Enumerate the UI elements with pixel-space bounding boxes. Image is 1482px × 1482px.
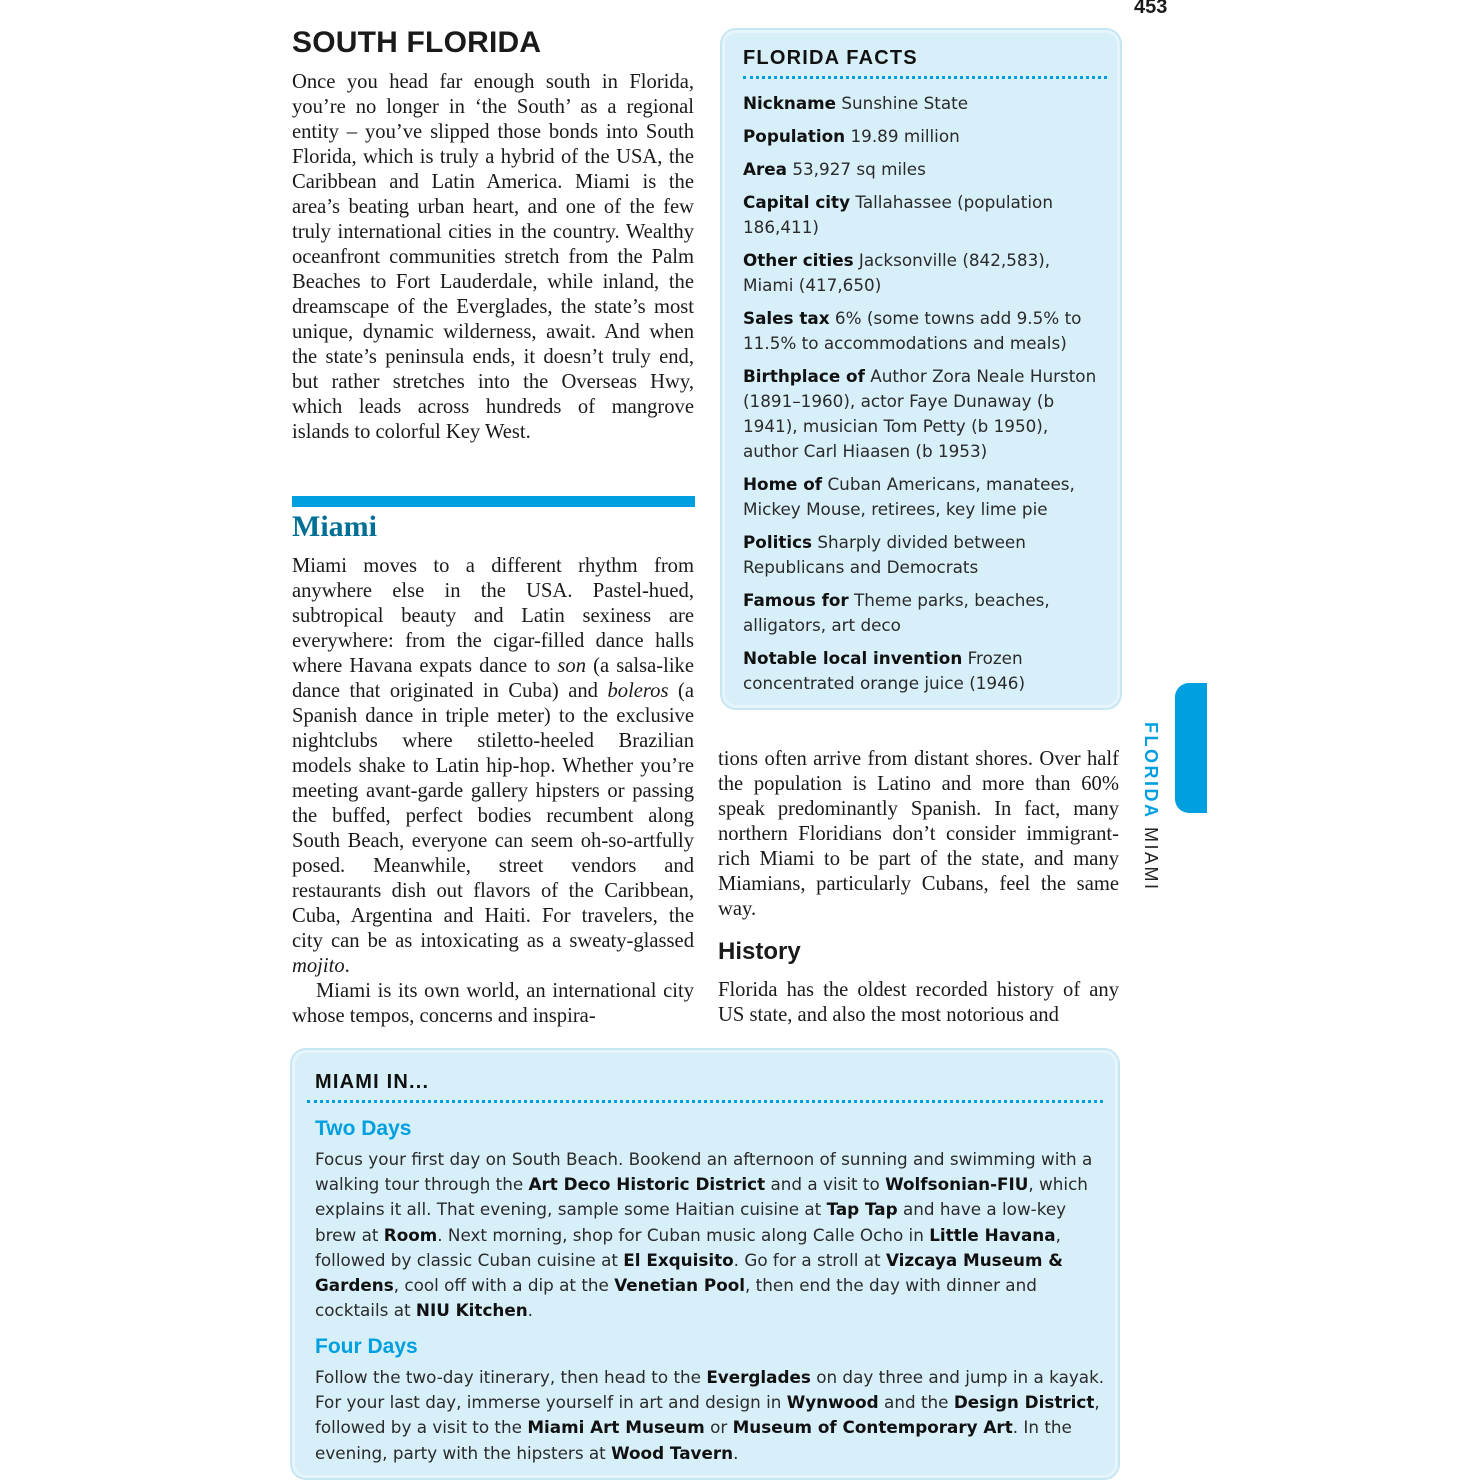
fact-label: Capital city xyxy=(743,192,851,212)
miami-term-mojito: mojito xyxy=(292,955,345,977)
fact-label: Area xyxy=(743,159,787,179)
florida-facts-box xyxy=(722,30,1120,708)
fact-item xyxy=(743,124,1099,149)
fact-label: Population xyxy=(743,126,846,146)
fact-label: Politics xyxy=(743,532,813,552)
fact-item xyxy=(743,364,1099,464)
fact-item xyxy=(743,530,1099,580)
two-days-heading: Two Days xyxy=(315,1117,412,1140)
itinerary-text: and have a low-key brew at xyxy=(315,1199,1067,1245)
fact-value: 53,927 sq miles xyxy=(792,159,926,179)
chapter-side-label xyxy=(1140,722,1161,892)
itinerary-text: and a visit to xyxy=(765,1174,886,1195)
itinerary-text: or xyxy=(704,1417,733,1438)
miami-text: (a salsa-like dance that originated in Cuba) and xyxy=(292,655,694,702)
itinerary-text: . xyxy=(733,1442,739,1463)
place-name: Little Havana xyxy=(929,1224,1056,1245)
itinerary-text: , then end the day with dinner and cocktails at xyxy=(315,1275,1037,1321)
fact-value: 6% (some towns add 9.5% to 11.5% to accommodations and meals) xyxy=(743,308,1082,353)
place-name: Wolfsonian-FIU xyxy=(885,1174,1029,1195)
fact-item xyxy=(743,248,1099,298)
chapter-label-miami: MIAMI xyxy=(1141,827,1161,892)
fact-item xyxy=(743,646,1099,696)
fact-label: Sales tax xyxy=(743,308,830,328)
fact-value: Cuban Americans, manatees, Mickey Mouse, retirees, key lime pie xyxy=(743,474,1075,519)
history-heading: History xyxy=(718,938,801,965)
place-name: Everglades xyxy=(706,1367,811,1387)
itinerary-text: , followed by classic Cuban cuisine at xyxy=(315,1224,1061,1270)
itinerary-text: . Go for a stroll at xyxy=(733,1249,886,1270)
miami-text: Miami is its own world, an international city whose tempos, concerns and inspira- xyxy=(292,980,694,1027)
fact-item xyxy=(743,472,1099,522)
place-name: Tap Tap xyxy=(826,1199,898,1220)
miami-heading: Miami xyxy=(292,510,377,543)
fact-item xyxy=(743,190,1099,240)
place-name: Miami Art Museum xyxy=(527,1417,705,1438)
itinerary-text: Follow the two-day itinerary, then head to the xyxy=(315,1367,707,1387)
itinerary-text: Focus your first day on South Beach. Bookend an afternoon of sunning and swimming with a walking tour through the xyxy=(315,1149,1093,1195)
four-days-heading: Four Days xyxy=(315,1335,418,1358)
place-name: Museum of Contemporary Art xyxy=(732,1417,1013,1438)
miami-in-box xyxy=(292,1050,1118,1478)
dotted-divider xyxy=(307,1100,1103,1103)
itinerary-text: on day three and jump in a kayak. For your last day, immerse yourself in art and design in xyxy=(315,1367,1105,1413)
miami-term-boleros: boleros xyxy=(607,680,669,702)
facts-list xyxy=(743,91,1099,704)
fact-value: Frozen concentrated orange juice (1946) xyxy=(743,648,1026,693)
place-name: Wynwood xyxy=(786,1392,879,1413)
fact-item xyxy=(743,91,1099,116)
fact-item xyxy=(743,157,1099,182)
itinerary-text: , which explains it all. That evening, sample some Haitian cuisine at xyxy=(315,1174,1088,1220)
fact-value: Tallahassee (population 186,411) xyxy=(743,192,1053,237)
place-name: Vizcaya Museum & Gardens xyxy=(315,1249,1063,1296)
fact-label: Notable local invention xyxy=(743,648,963,668)
fact-label: Famous for xyxy=(743,590,849,610)
facts-title: FLORIDA FACTS xyxy=(743,47,918,69)
fact-label: Birthplace of xyxy=(743,366,865,386)
miami-body xyxy=(292,554,694,1029)
fact-value: Author Zora Neale Hurston (1891–1960), actor Faye Dunaway (b 1941), musician Tom Petty (b 1950), author Carl Hiaasen (b 1953) xyxy=(743,366,1097,461)
itinerary-text: . xyxy=(527,1300,534,1321)
fact-label: Other cities xyxy=(743,250,854,270)
itinerary-text: . In the evening, party with the hipsters at xyxy=(315,1417,1072,1463)
miami-continued: tions often arrive from distant shores. Over half the population is Latino and more than 60% speak predominantly Spanish. In fact, many northern Floridians don’t consider immigrant-rich Miami to be part of the state, and many Miamians, particularly Cubans, feel the same way. xyxy=(718,748,1119,920)
fact-value: Sunshine State xyxy=(841,93,969,113)
itinerary-text: , cool off with a dip at the xyxy=(393,1275,615,1296)
intro-paragraph: Once you head far enough south in Florida, you’re no longer in ‘the South’ as a regional entity – you’ve slipped those bonds into South Florida, which is truly a hybrid of the USA, the Caribbean and Latin America. Miami is the area’s beating urban heart, and one of the few truly international cities in the country. Wealthy oceanfront communities stretch from the Palm Beaches to Fort Lauderdale, while inland, the dreamscape of the Everglades, the state’s most unique, dynamic wilderness, await. And when the state’s peninsula ends, it doesn’t truly end, but rather stretches into the Overseas Hwy, which leads across hundreds of mangrove islands to colorful Key West. xyxy=(292,71,694,443)
fact-value: Jacksonville (842,583), Miami (417,650) xyxy=(743,250,1051,295)
place-name: NIU Kitchen xyxy=(415,1300,528,1321)
miami-text: (a Spanish dance in triple meter) to the exclusive nightclubs where stiletto-heeled Brazilian models shake to Latin hip-hop. Whether you’re meeting avant-garde gallery hipsters or passing the buffed, perfect bodies recumbent along South Beach, everyone can seem oh-so-artfully posed. Meanwhile, street vendors and restaurants dish out flavors of the Caribbean, Cuba, Argentina and Haiti. For travelers, the city can be as intoxicating as a sweaty-glassed xyxy=(292,680,694,952)
chapter-tab xyxy=(1175,683,1207,813)
fact-item xyxy=(743,306,1099,356)
four-days-text xyxy=(315,1365,1105,1466)
fact-value: 19.89 million xyxy=(850,126,960,146)
place-name: Wood Tavern xyxy=(611,1442,734,1463)
section-title: SOUTH FLORIDA xyxy=(292,26,542,59)
place-name: Room xyxy=(383,1224,438,1245)
history-text: Florida has the oldest recorded history of any US state, and also the most notorious and xyxy=(718,979,1119,1026)
miami-term-son: son xyxy=(557,655,586,677)
place-name: El Exquisito xyxy=(623,1249,734,1270)
miami-in-title: MIAMI IN... xyxy=(315,1071,430,1093)
place-name: Venetian Pool xyxy=(614,1275,746,1296)
miami-text: Miami moves to a different rhythm from anywhere else in the USA. Pastel-hued, subtropical beauty and Latin sexiness are everywhere: from the cigar-filled dance halls where Havana expats dance to xyxy=(292,555,694,677)
place-name: Art Deco Historic District xyxy=(528,1174,766,1195)
itinerary-text: . Next morning, shop for Cuban music along Calle Ocho in xyxy=(437,1224,930,1245)
miami-text: . xyxy=(344,955,350,977)
section-rule xyxy=(292,496,695,507)
fact-item xyxy=(743,588,1099,638)
place-name: Design District xyxy=(953,1392,1095,1413)
fact-value: Theme parks, beaches, alligators, art deco xyxy=(743,590,1050,635)
dotted-divider xyxy=(743,76,1107,79)
itinerary-text: and the xyxy=(878,1392,954,1413)
itinerary-text: , followed by a visit to the xyxy=(315,1392,1100,1438)
fact-label: Home of xyxy=(743,474,823,494)
fact-value: Sharply divided between Republicans and Democrats xyxy=(743,532,1026,577)
chapter-label-florida: FLORIDA xyxy=(1141,722,1161,820)
fact-label: Nickname xyxy=(743,93,837,113)
two-days-text xyxy=(315,1147,1105,1323)
page-number: 453 xyxy=(1134,0,1168,18)
